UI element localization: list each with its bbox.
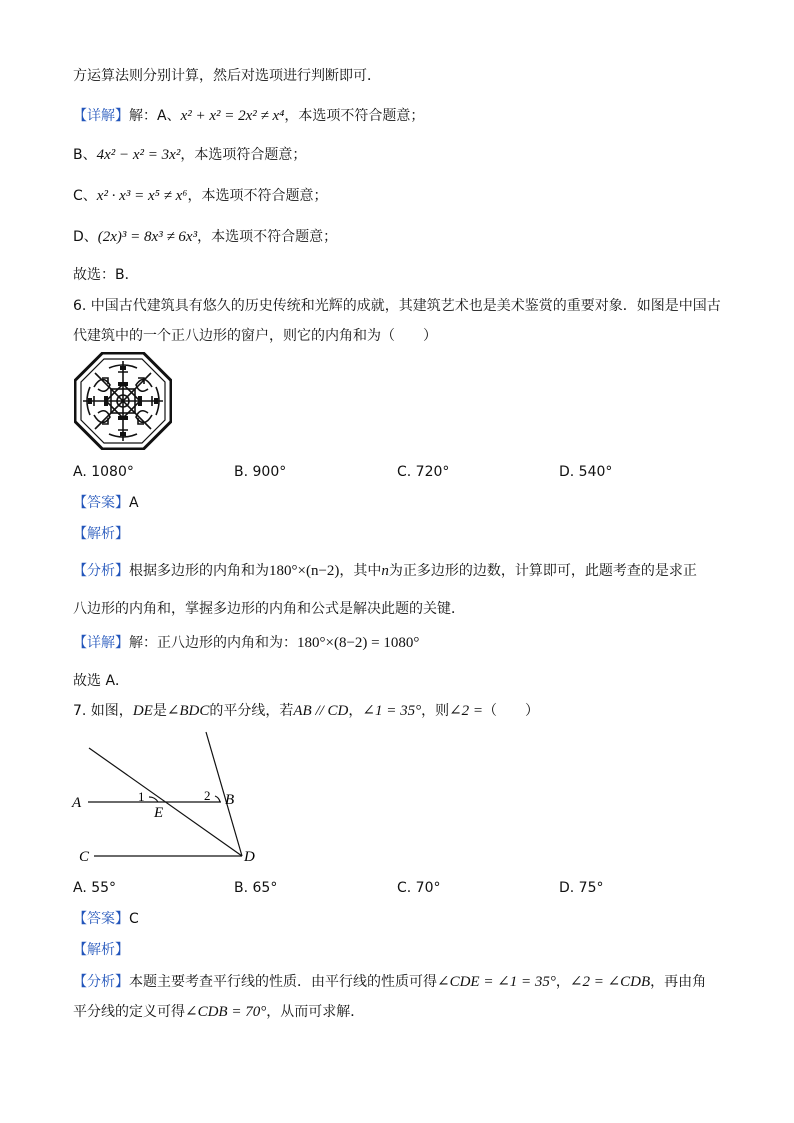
q5-detail-a: 【详解】解：A、x² + x² = 2x² ≠ x⁴，本选项不符合题意； [73,108,425,124]
q6-option-a: A. 1080° [73,464,134,480]
math-expression: 180°×(8−2) = 1080° [297,635,420,651]
q6-fenxi-line2: 八边形的内角和，掌握多边形的内角和公式是解决此题的关键． [73,601,465,617]
q7-option-a: A. 55° [73,880,117,896]
q5-detail-b: B、4x² − x² = 3x²，本选项符合题意； [73,147,307,163]
q7-answer: 【答案】C [73,911,139,927]
q5-detail-d: D、(2x)³ = 8x³ ≠ 6x³，本选项不符合题意； [73,229,338,245]
answer-tag: 【答案】 [73,911,129,927]
q6-stem-line2: 代建筑中的一个正八边形的窗户，则它的内角和为（ ） [73,328,437,344]
label-e: E [154,805,164,821]
q6-detail: 【详解】解：正八边形的内角和为：180°×(8−2) = 1080° [73,635,420,651]
q7-option-c: C. 70° [397,880,441,896]
angle-1-arc [149,797,158,802]
q7-option-d: D. 75° [559,880,604,896]
math-expression: ∠2 = ∠CDB [569,974,651,990]
label-b: B [225,792,235,808]
detail-tag: 【详解】 [73,635,129,651]
parallel-lines-figure [70,726,270,866]
detail-tag: 【详解】 [73,108,129,124]
label-two: 2 [204,788,211,803]
math-expression: (2x)³ = 8x³ ≠ 6x³ [97,229,198,245]
q5-choice: 故选：B． [73,267,139,283]
q5-line1: 方运算法则分别计算，然后对选项进行判断即可． [73,68,381,84]
q6-fenxi-line1: 【分析】根据多边形的内角和为180°×(n−2)，其中n为正多边形的边数，计算即可，此题考查的是求正 [73,563,697,579]
q6-answer: 【答案】A [73,495,139,511]
octagon-window-figure [74,352,172,450]
fenxi-tag: 【分析】 [73,974,129,990]
q7-stem: 7. 如图，DE是∠BDC的平分线，若AB // CD，∠1 = 35°，则∠2 =（ ） [73,703,540,719]
label-one: 1 [138,789,145,804]
math-expression: 180°×(n−2) [269,563,340,579]
q6-stem-line1: 6. 中国古代建筑具有悠久的历史传统和光辉的成就，其建筑艺术也是美术鉴赏的重要对象．如图是中国古 [73,298,721,314]
q7-analysis-tag: 【解析】 [73,942,129,958]
angle-2-arc [215,796,220,802]
math-expression: x² · x³ = x⁵ ≠ x⁶ [96,188,188,204]
label-c: C [79,849,90,865]
q6-option-b: B. 900° [234,464,287,480]
math-expression: x² + x² = 2x² ≠ x⁴ [180,108,285,124]
q7-option-b: B. 65° [234,880,278,896]
line-db [206,732,242,856]
label-d: D [244,849,255,865]
q6-choice: 故选 A． [73,673,130,689]
label-a: A [72,795,82,811]
q5-detail-c: C、x² · x³ = x⁵ ≠ x⁶，本选项不符合题意； [73,188,328,204]
answer-tag: 【答案】 [73,495,129,511]
fenxi-tag: 【分析】 [73,563,129,579]
q7-fenxi-line1: 【分析】本题主要考查平行线的性质．由平行线的性质可得∠CDE = ∠1 = 35°，∠2 = ∠CDB，再由角 [73,974,707,990]
q6-analysis-tag: 【解析】 [73,526,129,542]
q6-option-c: C. 720° [397,464,450,480]
math-expression: ∠CDE = ∠1 = 35° [437,974,556,990]
math-expression: ∠CDB = 70° [185,1004,267,1020]
math-expression: 4x² − x² = 3x² [96,147,181,163]
q7-fenxi-line2: 平分线的定义可得∠CDB = 70°，从而可求解． [73,1004,365,1020]
q6-option-d: D. 540° [559,464,613,480]
